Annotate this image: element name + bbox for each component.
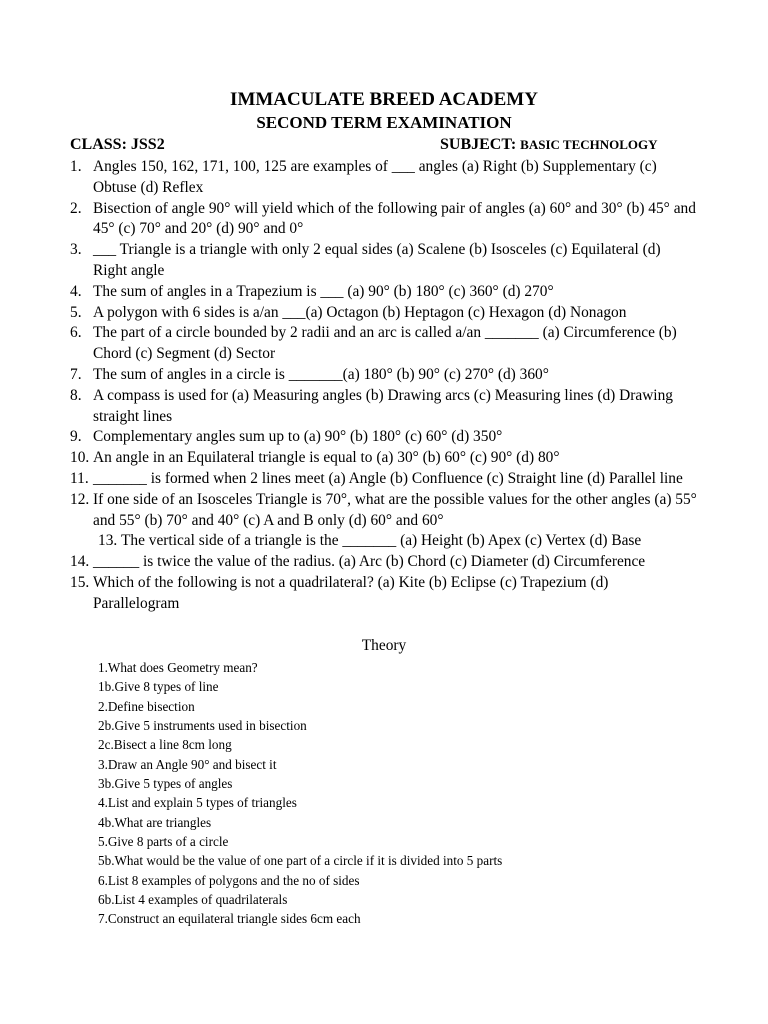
- theory-item: 2.Define bisection: [98, 698, 195, 714]
- question-item: [70, 282, 698, 303]
- question-number: 7.: [70, 365, 82, 383]
- question-item: [70, 448, 698, 469]
- objective-questions-list: [70, 157, 698, 615]
- question-item: [70, 323, 698, 365]
- question-text: A polygon with 6 sides is a/an ___(a) Octagon (b) Heptagon (c) Hexagon (d) Nonagon: [93, 303, 627, 321]
- theory-item: 6.List 8 examples of polygons and the no of sides: [98, 872, 360, 888]
- theory-questions-list: [98, 658, 698, 929]
- theory-item: 1.What does Geometry mean?: [98, 660, 258, 675]
- theory-item: 1b.Give 8 types of line: [98, 679, 219, 695]
- question-text: _______ is formed when 2 lines meet (a) Angle (b) Confluence (c) Straight line (d) Parallel line: [93, 469, 683, 487]
- question-item: [70, 531, 698, 552]
- question-text: The vertical side of a triangle is the _______ (a) Height (b) Apex (c) Vertex (d) Base: [121, 532, 642, 550]
- theory-item: 7.Construct an equilateral triangle sides 6cm each: [98, 911, 361, 927]
- question-number: 12.: [70, 490, 90, 508]
- theory-item: 5b.What would be the value of one part of a circle if it is divided into 5 parts: [98, 853, 503, 869]
- question-number: 4.: [70, 282, 82, 300]
- question-item: [70, 240, 698, 282]
- theory-heading: Theory: [361, 637, 407, 654]
- question-number: 5.: [70, 303, 82, 321]
- question-item: [70, 490, 698, 532]
- exam-title: SECOND TERM EXAMINATION: [256, 113, 512, 132]
- question-number: 14.: [70, 553, 90, 571]
- question-text: ______ is twice the value of the radius. (a) Arc (b) Chord (c) Diameter (d) Circumference: [93, 553, 646, 571]
- question-text: Which of the following is not a quadrilateral? (a) Kite (b) Eclipse (c) Trapezium (d) Parallelogram: [93, 573, 609, 612]
- class-label: CLASS: JSS2: [70, 136, 165, 153]
- theory-item: 3.Draw an Angle 90° and bisect it: [98, 756, 277, 772]
- question-number: 13.: [98, 532, 118, 550]
- theory-item: 5.Give 8 parts of a circle: [98, 834, 229, 850]
- question-number: 6.: [70, 324, 82, 342]
- question-item: [70, 386, 698, 428]
- question-item: [70, 427, 698, 448]
- theory-item: 6b.List 4 examples of quadrilaterals: [98, 892, 288, 908]
- theory-item: 2b.Give 5 instruments used in bisection: [98, 718, 307, 734]
- question-number: 3.: [70, 241, 82, 259]
- question-item: [70, 365, 698, 386]
- question-item: [70, 573, 698, 615]
- question-text: Angles 150, 162, 171, 100, 125 are examples of ___ angles (a) Right (b) Supplementary (c) Obtuse (d) Reflex: [93, 158, 657, 196]
- question-text: A compass is used for (a) Measuring angles (b) Drawing arcs (c) Measuring lines (d) Drawing straight lines: [93, 386, 673, 425]
- question-item: [70, 303, 698, 324]
- question-number: 11.: [70, 469, 89, 487]
- question-item: [70, 552, 698, 573]
- question-number: 2.: [70, 199, 82, 217]
- question-item: [70, 157, 698, 199]
- theory-item: 4.List and explain 5 types of triangles: [98, 795, 297, 811]
- question-number: 1.: [70, 158, 82, 175]
- question-item: [70, 199, 698, 241]
- subject-value: BASIC TECHNOLOGY: [520, 137, 658, 152]
- question-number: 8.: [70, 386, 82, 404]
- theory-item: 2c.Bisect a line 8cm long: [98, 737, 232, 753]
- question-text: The sum of angles in a Trapezium is ___ (a) 90° (b) 180° (c) 360° (d) 270°: [93, 282, 554, 300]
- question-number: 10.: [70, 449, 90, 467]
- question-number: 15.: [70, 573, 90, 591]
- question-text: The part of a circle bounded by 2 radii and an arc is called a/an _______ (a) Circumference (b) Chord (c) Segment (d) Sector: [93, 324, 677, 363]
- theory-item: 3b.Give 5 types of angles: [98, 776, 233, 792]
- subject-label: SUBJECT:: [440, 136, 517, 153]
- question-number: 9.: [70, 428, 82, 446]
- school-name: IMMACULATE BREED ACADEMY: [230, 89, 538, 110]
- question-text: The sum of angles in a circle is _______(a) 180° (b) 90° (c) 270° (d) 360°: [93, 365, 549, 383]
- question-text: If one side of an Isosceles Triangle is 70°, what are the possible values for the other angles (a) 55° and 55° (b) 70° and 40° (c) A and B only (d) 60° and 60°: [93, 490, 697, 529]
- question-text: Bisection of angle 90° will yield which of the following pair of angles (a) 60° and 30° (b) 45° and 45° (c) 70° and 20° (d) 90° and 0°: [93, 199, 696, 238]
- question-item: [70, 469, 698, 490]
- question-text: ___ Triangle is a triangle with only 2 equal sides (a) Scalene (b) Isosceles (c) Equilateral (d) Right angle: [93, 241, 661, 279]
- question-text: An angle in an Equilateral triangle is equal to (a) 30° (b) 60° (c) 90° (d) 80°: [93, 449, 560, 467]
- question-text: Complementary angles sum up to (a) 90° (b) 180° (c) 60° (d) 350°: [93, 428, 503, 446]
- theory-item: 4b.What are triangles: [98, 814, 212, 830]
- subject-line: [440, 135, 658, 155]
